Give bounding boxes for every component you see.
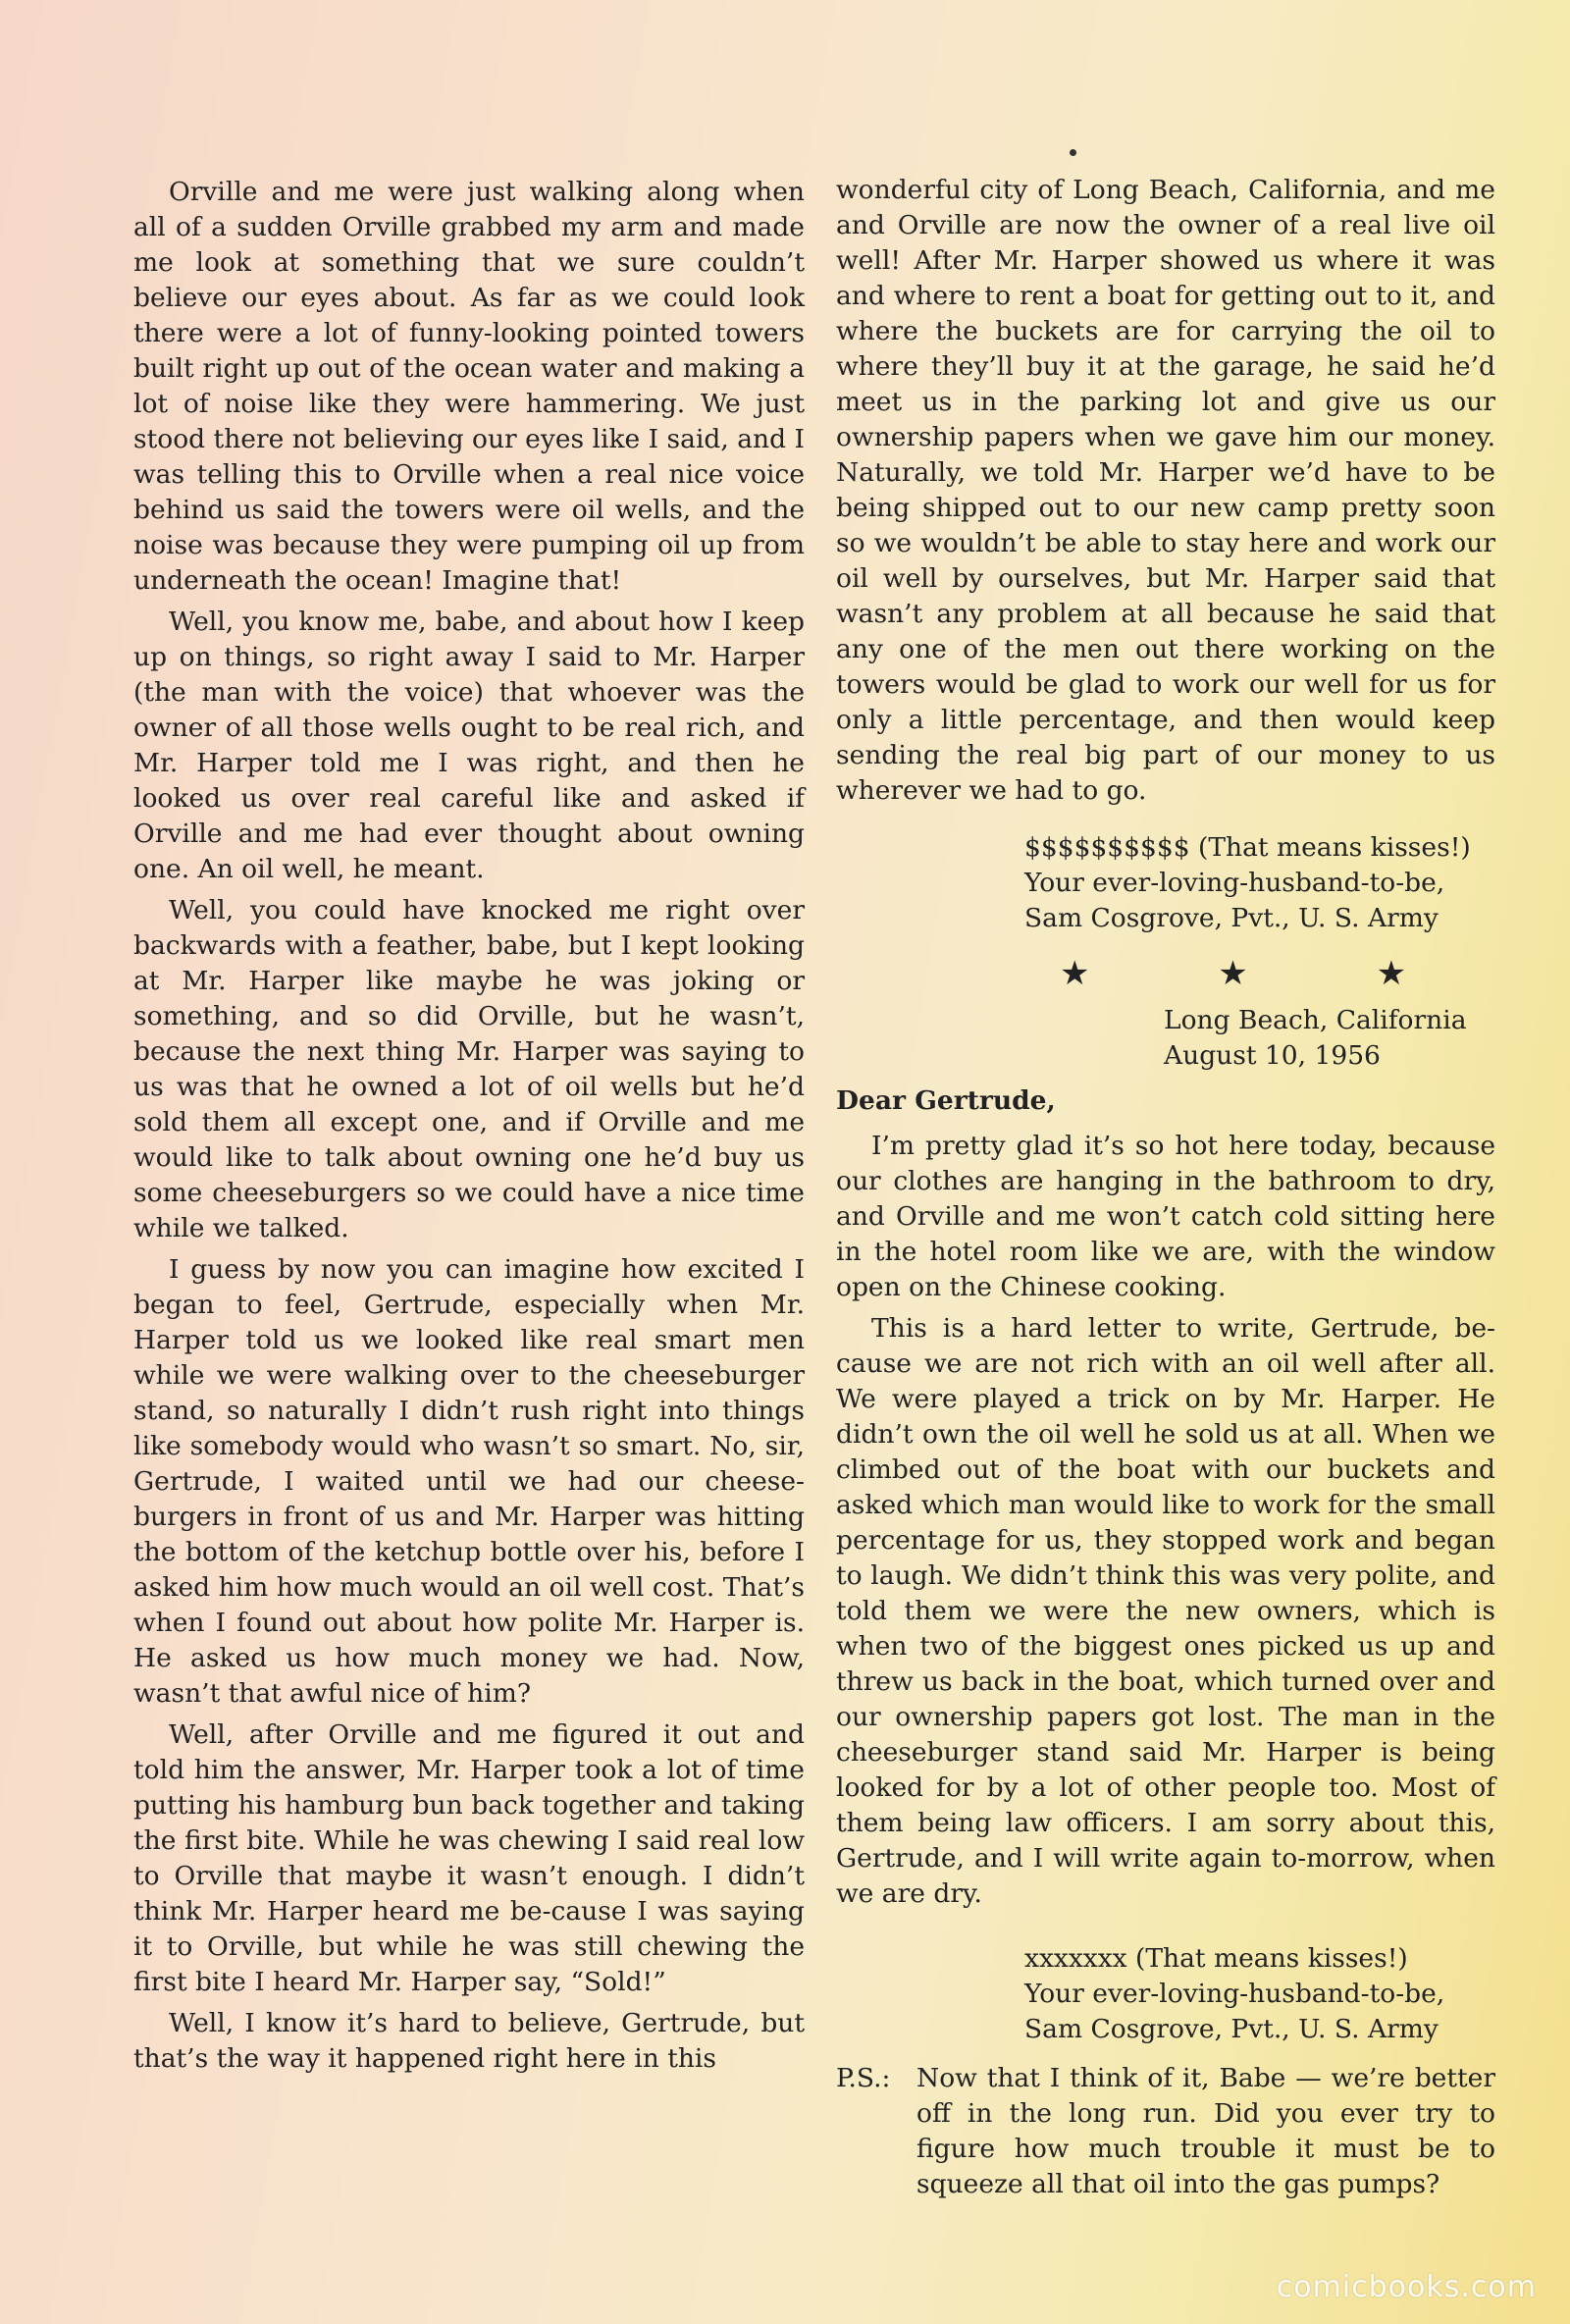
paragraph: Orville and me were just walking along when all of a sudden Orville grabbed my arm and made me look at something that we sure couldn’t believe our eyes about. As far as we could look there were a lot of funny-looking pointed towers built right up out of the ocean water and making a lot of noise like they were hammering. We just stood there not believing our eyes like I said, and I was telling this to Orville when a real nice voice behind us said the towers were oil wells, and the noise was because they were pumping oil up from underneath the ocean! Imagine that! (133, 177, 805, 596)
paragraph: This is a hard letter to write, Gertrude, be-cause we are not rich with an oil well after all. We were played a trick on by Mr. Harper. He didn’t own the oil well he sold us at all. When we climbed out of the boat with our buckets and asked which man would like to work for the small percentage for us, they stopped work and began to laugh. We didn’t think this was very polite, and told them we were the new owners, which is when two of the biggest ones picked us up and threw us back in the boat, which turned over and our ownership papers got lost. The man in the cheeseburger stand said Mr. Harper is being looked for by a lot of other people too. Most of them being law officers. I am sorry about this, Gertrude, and I will write again to-morrow, when we are dry. (836, 1313, 1495, 1909)
ink-speck (1070, 149, 1076, 156)
salutation: Dear Gertrude, (836, 1085, 1056, 1116)
paragraph: Well, you could have knocked me right over backwards with a feather, babe, but I kept looking at Mr. Harper like maybe he was joking or something, and so did Orville, but he wasn’t, because the next thing Mr. Harper was saying to us was that he owned a lot of oil wells but he’d sold them all except one, and if Orville and me would like to talk about owning one he’d buy us some cheeseburgers so we could have a nice time while we talked. (133, 895, 805, 1243)
postscript (836, 2061, 1495, 2202)
signature-name: Sam Cosgrove, Pvt., U. S. Army (1024, 903, 1439, 933)
dateline (1164, 1003, 1495, 1074)
postscript-label: P.S.: (836, 2063, 891, 2093)
watermark: comicbooks.com (1276, 2270, 1537, 2304)
paragraph: Well, after Orville and me figured it out and told him the answer, Mr. Harper took a lot of time putting his hamburg bun back together and taking the first bite. While he was chewing I said real low to Orville that maybe it wasn’t enough. I didn’t think Mr. Harper heard me be-cause I was saying it to Orville, but while he was still chewing the first bite I heard Mr. Harper say, “Sold!” (133, 1719, 805, 1997)
kisses-line: xxxxxxx (That means kisses!) (1024, 1943, 1408, 1974)
signoff-first-letter (1024, 830, 1495, 936)
paragraph: Well, you know me, babe, and about how I keep up on things, so right away I said to Mr. Harper (the man with the voice) that whoever was the owner of all those wells ought to be real rich, and Mr. Harper told me I was right, and then he looked us over real careful like and asked if Orville and me had ever thought about owning one. An oil well, he meant. (133, 607, 805, 884)
closing-line: Your ever-loving-husband-to-be, (1024, 1979, 1445, 2009)
star-divider: ★ ★ ★ (1060, 954, 1466, 993)
paragraph-continuation: wonderful city of Long Beach, California, and me and Orville are now the owner of a real live oil well! After Mr. Harper showed us where it was and where to rent a boat for getting out to it, and where the buckets are for carrying the oil to where they’ll buy it at the garage, he said he’d meet us in the parking lot and give us our ownership papers when we gave him our money. Naturally, we told Mr. Harper we’d have to be being shipped out to our new camp pretty soon so we wouldn’t be able to stay here and work our oil well by ourselves, but Mr. Harper said that wasn’t any problem at all because he said that any one of the men out there working on the towers would be glad to work our well for us for only a little percentage, and then would keep sending the real big part of our money to us wherever we had to go. (836, 175, 1495, 806)
signoff-second-letter (1024, 1941, 1495, 2047)
signature-name: Sam Cosgrove, Pvt., U. S. Army (1024, 2014, 1439, 2044)
closing-line: Your ever-loving-husband-to-be, (1024, 868, 1445, 898)
paragraph: I guess by now you can imagine how excited I began to feel, Gertrude, especially when Mr. Harper told us we looked like real smart men while we were walking over to the cheeseburger stand, so naturally I didn’t rush right into things like somebody would who wasn’t so smart. No, sir, Gertrude, I waited until we had our cheese-burgers in front of us and Mr. Harper was hitting the bottom of the ketchup bottle over his, before I asked him how much would an oil well cost. That’s when I found out about how polite Mr. Harper is. He asked us how much money we had. Now, wasn’t that awful nice of him? (133, 1254, 805, 1709)
right-column (836, 173, 1495, 2202)
dateline-date: August 10, 1956 (1164, 1040, 1381, 1071)
kisses-line: $$$$$$$$$$ (That means kisses!) (1024, 832, 1471, 863)
postscript-text: Now that I think of it, Babe — we’re better off in the long run. Did you ever try to figure how much trouble it must be to squeeze all that oil into the gas pumps? (916, 2063, 1495, 2199)
paragraph: I’m pretty glad it’s so hot here today, because our clothes are hanging in the bathroom to dry, and Orville and me won’t catch cold sitting here in the hotel room like we are, with the window open on the Chinese cooking. (836, 1131, 1495, 1302)
dateline-place: Long Beach, California (1164, 1005, 1467, 1035)
paragraph: Well, I know it’s hard to believe, Gertrude, but that’s the way it happened right here in this (133, 2008, 805, 2074)
left-column (133, 175, 805, 2083)
